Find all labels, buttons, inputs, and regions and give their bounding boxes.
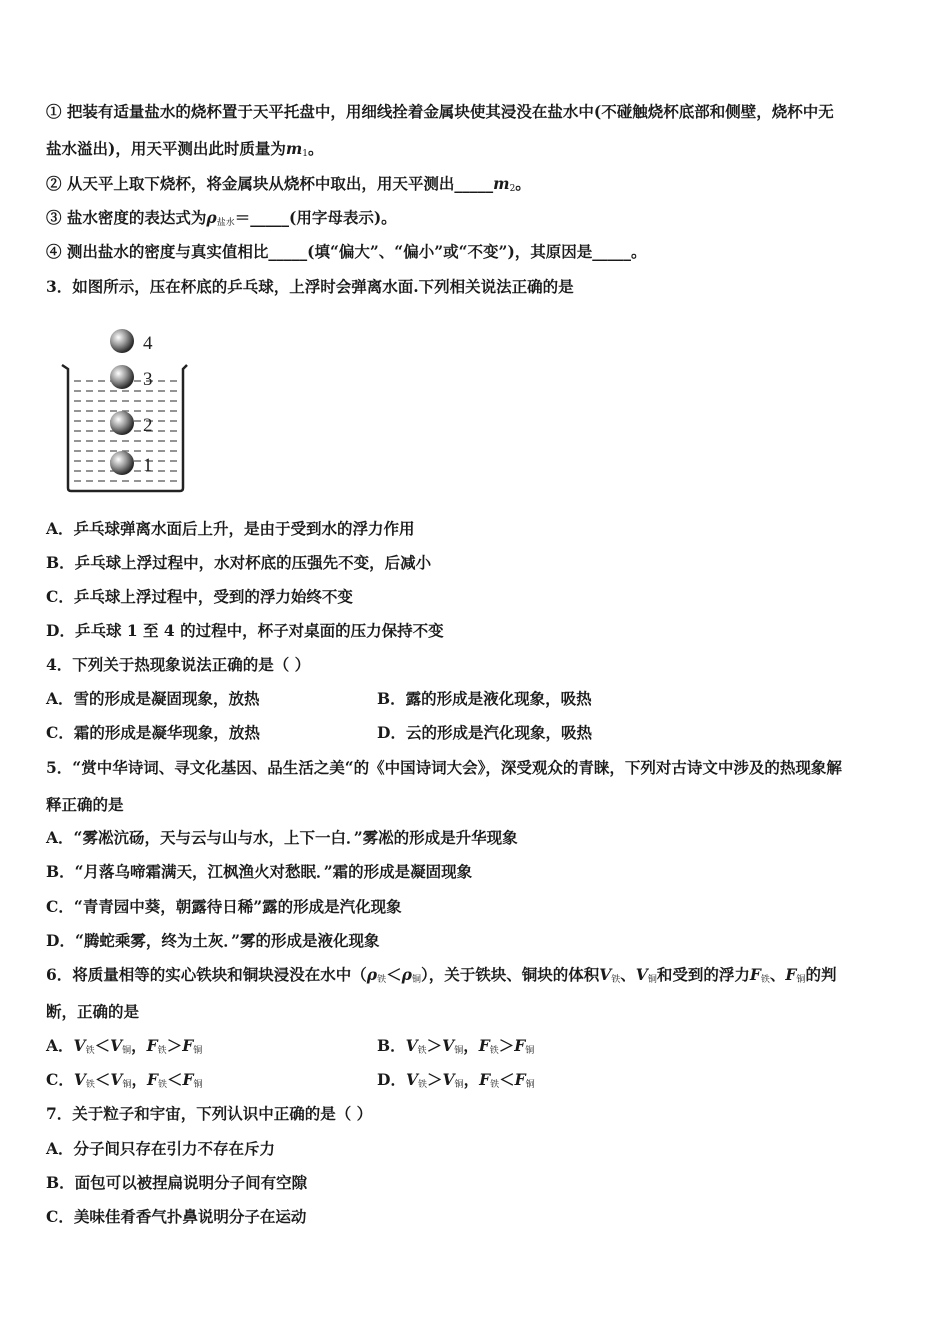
less-than: ＜ xyxy=(94,1036,111,1055)
step-2-end: 。 xyxy=(515,174,531,193)
q6-stem-line-1 xyxy=(46,965,836,990)
iron-subscript: 铁 xyxy=(85,1080,95,1090)
v-symbol: V xyxy=(405,1036,418,1055)
copper-subscript: 铜 xyxy=(796,975,806,985)
q4-option-c: C．霜的形成是凝华现象，放热 xyxy=(46,723,260,742)
q6-text-d: 的判 xyxy=(805,965,837,984)
v-symbol: V xyxy=(405,1070,418,1089)
option-label: A． xyxy=(46,1036,74,1055)
q3-stem: 3．如图所示，压在杯底的乒乓球，上浮时会弹离水面.下列相关说法正确的是 xyxy=(46,277,574,296)
step-3-text: ③ 盐水密度的表达式为 xyxy=(46,208,207,227)
ball-label-4: 4 xyxy=(143,333,153,354)
v-symbol: V xyxy=(73,1036,86,1055)
iron-subscript: 铁 xyxy=(417,1080,427,1090)
q6-text-b: ），关于铁块、铜块的体积 xyxy=(420,965,600,984)
q3-option-c: C．乒乓球上浮过程中，受到的浮力始终不变 xyxy=(46,587,353,606)
copper-subscript: 铜 xyxy=(122,1046,132,1056)
iron-subscript: 铁 xyxy=(490,1080,500,1090)
q5-stem-line-1: 5．“赏中华诗词、寻文化基因、品生活之美“的《中国诗词大会》，深受观众的青睐，下列对古诗文中涉及的热现象解 xyxy=(46,758,842,777)
v-symbol: V xyxy=(442,1036,455,1055)
separator: ， xyxy=(463,1070,480,1089)
step-4: ④ 测出盐水的密度与真实值相比_____(填“偏大”、“偏小”或“不变”)，其原因是_____。 xyxy=(46,242,647,261)
option-label: D． xyxy=(377,1070,406,1089)
greater-than: ＞ xyxy=(427,1070,443,1089)
v-symbol: V xyxy=(110,1070,123,1089)
f-symbol: F xyxy=(479,1070,491,1089)
copper-subscript: 铜 xyxy=(122,1080,132,1090)
q7-stem: 7．关于粒子和宇宙，下列认识中正确的是（ ） xyxy=(46,1104,373,1123)
f-symbol: F xyxy=(182,1070,194,1089)
q4-option-d: D．云的形成是汽化现象，吸热 xyxy=(377,723,592,742)
copper-subscript: 铜 xyxy=(193,1046,203,1056)
q3-option-b: B．乒乓球上浮过程中，水对杯底的压强先不变，后减小 xyxy=(46,553,432,572)
beaker-figure xyxy=(58,325,193,497)
q6-text-c: 和受到的浮力 xyxy=(656,965,750,984)
f-symbol: F xyxy=(785,965,797,984)
step-1-end: 。 xyxy=(307,139,324,158)
step-3-end: ＝_____(用字母表示)。 xyxy=(234,208,397,227)
q5-stem-line-2: 释正确的是 xyxy=(46,795,124,814)
iron-subscript: 铁 xyxy=(611,975,621,985)
option-label: B． xyxy=(377,1036,406,1055)
iron-subscript: 铁 xyxy=(85,1046,95,1056)
q7-option-a: A．分子间只存在引力不存在斥力 xyxy=(46,1139,276,1158)
less-than: ＜ xyxy=(94,1070,111,1089)
q6-text-a: 6．将质量相等的实心铁块和铜块浸没在水中（ xyxy=(46,965,367,984)
copper-subscript: 铜 xyxy=(525,1080,535,1090)
step-2-text: ② 从天平上取下烧杯，将金属块从烧杯中取出，用天平测出_____ xyxy=(46,174,494,193)
rho-symbol: ρ xyxy=(206,208,217,227)
copper-subscript: 铜 xyxy=(193,1080,203,1090)
q7-option-c: C．美味佳肴香气扑鼻说明分子在运动 xyxy=(46,1207,307,1226)
copper-subscript: 铜 xyxy=(454,1046,464,1056)
f-symbol: F xyxy=(478,1036,490,1055)
ball-label-1: 1 xyxy=(143,455,153,476)
step-2 xyxy=(46,174,531,199)
q6-stem-line-2: 断，正确的是 xyxy=(46,1002,140,1021)
v-symbol: V xyxy=(110,1036,123,1055)
ball-label-2: 2 xyxy=(143,415,153,436)
f-symbol: F xyxy=(146,1070,158,1089)
iron-subscript: 铁 xyxy=(157,1046,167,1056)
v-symbol: V xyxy=(635,965,648,984)
step-1-line-2 xyxy=(46,139,324,164)
m1-symbol: m xyxy=(285,139,303,158)
q7-option-b: B．面包可以被捏扁说明分子间有空隙 xyxy=(46,1173,308,1192)
greater-than: ＞ xyxy=(426,1036,443,1055)
q5-option-b: B．“月落乌啼霜满天，江枫渔火对愁眠．”霜的形成是凝固现象 xyxy=(46,862,473,881)
m1-subscript: 1 xyxy=(302,149,308,159)
ball-2 xyxy=(110,411,134,435)
f-symbol: F xyxy=(514,1036,526,1055)
separator: ， xyxy=(463,1036,479,1055)
v-symbol: V xyxy=(599,965,612,984)
less-than: ＜ xyxy=(499,1070,515,1089)
v-symbol: V xyxy=(73,1070,86,1089)
rho-symbol: ρ xyxy=(366,965,378,984)
q3-option-d: D．乒乓球 1 至 4 的过程中，杯子对桌面的压力保持不变 xyxy=(46,621,444,640)
q6-option-b xyxy=(377,1036,534,1061)
f-symbol: F xyxy=(146,1036,158,1055)
less-than: ＜ xyxy=(167,1070,183,1089)
q6-option-a xyxy=(46,1036,202,1061)
less-than: ＜ xyxy=(386,965,402,984)
q6-option-d xyxy=(377,1070,535,1095)
ball-1 xyxy=(110,451,134,475)
q6-option-c xyxy=(46,1070,203,1095)
step-1-text: 盐水溢出)，用天平测出此时质量为 xyxy=(46,139,286,158)
copper-subscript: 铜 xyxy=(454,1080,464,1090)
separator: ， xyxy=(131,1070,147,1089)
iron-subscript: 铁 xyxy=(377,975,387,985)
copper-subscript: 铜 xyxy=(525,1046,535,1056)
comma: 、 xyxy=(769,965,786,984)
copper-subscript: 铜 xyxy=(647,975,657,985)
iron-subscript: 铁 xyxy=(760,975,770,985)
comma: 、 xyxy=(620,965,636,984)
greater-than: ＞ xyxy=(166,1036,183,1055)
greater-than: ＞ xyxy=(498,1036,515,1055)
f-symbol: F xyxy=(514,1070,526,1089)
q4-option-b: B．露的形成是液化现象，吸热 xyxy=(377,689,592,708)
rho-subscript: 盐水 xyxy=(216,218,235,228)
q4-stem: 4．下列关于热现象说法正确的是（ ） xyxy=(46,655,311,674)
q5-option-d: D．“腾蛇乘雾，终为土灰．”雾的形成是液化现象 xyxy=(46,931,380,950)
m2-subscript: 2 xyxy=(509,184,516,194)
ball-label-3: 3 xyxy=(143,369,153,390)
beaker-diagram xyxy=(58,325,193,497)
q5-option-a: A．“雾凇沆砀，天与云与山与水，上下一白．”雾凇的形成是升华现象 xyxy=(46,828,518,847)
q4-option-a: A．雪的形成是凝固现象，放热 xyxy=(46,689,260,708)
step-3 xyxy=(46,208,397,233)
q5-option-c: C．“青青园中葵，朝露待日稀”露的形成是汽化现象 xyxy=(46,897,402,916)
q3-option-a: A．乒乓球弹离水面后上升，是由于受到水的浮力作用 xyxy=(46,519,415,538)
f-symbol: F xyxy=(182,1036,194,1055)
copper-subscript: 铜 xyxy=(411,975,421,985)
step-1-line-1: ① 把装有适量盐水的烧杯置于天平托盘中，用细线拴着金属块使其浸没在盐水中(不碰触烧杯底部和侧壁，烧杯中无 xyxy=(46,102,834,121)
iron-subscript: 铁 xyxy=(489,1046,499,1056)
iron-subscript: 铁 xyxy=(157,1080,167,1090)
f-symbol: F xyxy=(749,965,761,984)
option-label: C． xyxy=(46,1070,74,1089)
rho-symbol: ρ xyxy=(401,965,412,984)
iron-subscript: 铁 xyxy=(417,1046,427,1056)
separator: ， xyxy=(131,1036,147,1055)
v-symbol: V xyxy=(442,1070,455,1089)
ball-4 xyxy=(110,329,134,353)
ball-3 xyxy=(110,365,134,389)
m2-symbol: m xyxy=(493,174,510,193)
